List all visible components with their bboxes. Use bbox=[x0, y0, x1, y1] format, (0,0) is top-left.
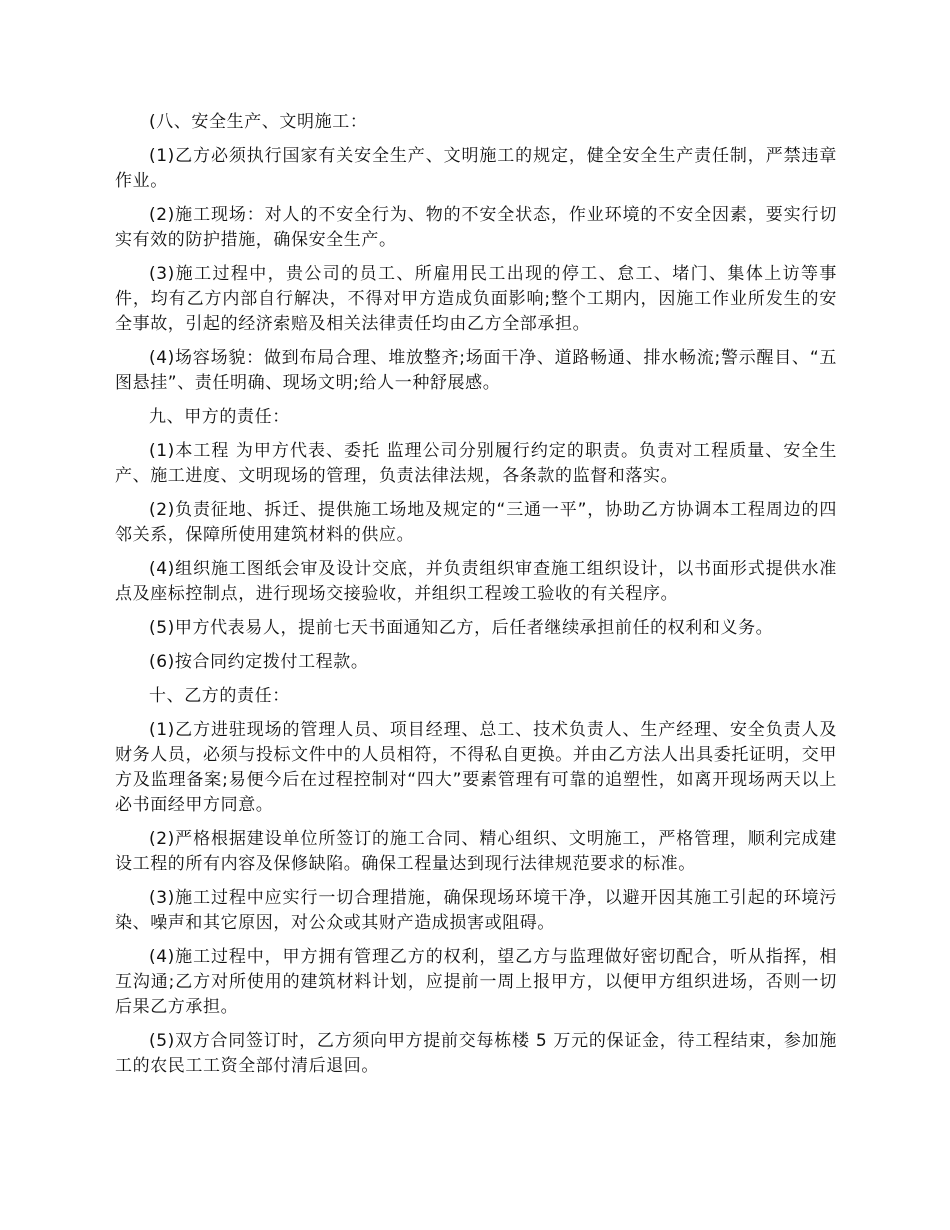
paragraph: (2)负责征地、拆迁、提供施工场地及规定的“三通一平”，协助乙方协调本工程周边的四邻关系，保障所使用建筑材料的供应。 bbox=[115, 500, 837, 545]
paragraph: (6)按合同约定拨付工程款。 bbox=[149, 652, 369, 672]
section-heading-8: (八、安全生产、文明施工： bbox=[149, 112, 368, 132]
paragraph: (3)施工过程中，贵公司的员工、所雇用民工出现的停工、怠工、堵门、集体上访等事件，均有乙方内部自行解决，不得对甲方造成负面影响;整个工期内，因施工作业所发生的安全事故，引起的经济索赔及相关法律责任均由乙方全部承担。 bbox=[115, 264, 837, 334]
document-body bbox=[115, 110, 837, 1088]
paragraph: (1)本工程 为甲方代表、委托 监理公司分别履行约定的职责。负责对工程质量、安全生产、施工进度、文明现场的管理，负责法律法规，各条款的监督和落实。 bbox=[115, 441, 837, 486]
paragraph: (1)乙方进驻现场的管理人员、项目经理、总工、技术负责人、生产经理、安全负责人及财务人员，必须与投标文件中的人员相符，不得私自更换。并由乙方法人出具委托证明，交甲方及监理备案;易便今后在过程控制对“四大”要素管理有可靠的追塑性，如离开现场两天以上必书面经甲方同意。 bbox=[115, 720, 837, 815]
paragraph: (1)乙方必须执行国家有关安全生产、文明施工的规定，健全安全生产责任制，严禁违章作业。 bbox=[115, 146, 837, 191]
paragraph: (2)施工现场：对人的不安全行为、物的不安全状态，作业环境的不安全因素，要实行切实有效的防护措施，确保安全生产。 bbox=[115, 205, 837, 250]
paragraph: (4)施工过程中，甲方拥有管理乙方的权利，望乙方与监理做好密切配合，听从指挥，相互沟通;乙方对所使用的建筑材料计划，应提前一周上报甲方，以便甲方组织进场，否则一切后果乙方承担。 bbox=[115, 947, 837, 1017]
paragraph: (4)组织施工图纸会审及设计交底，并负责组织审查施工组织设计，以书面形式提供水准点及座标控制点，进行现场交接验收，并组织工程竣工验收的有关程序。 bbox=[115, 559, 837, 604]
paragraph: (4)场容场貌：做到布局合理、堆放整齐;场面干净、道路畅通、排水畅流;警示醒目、“五图悬挂”、责任明确、现场文明;给人一种舒展感。 bbox=[115, 348, 837, 393]
paragraph: (2)严格根据建设单位所签订的施工合同、精心组织、文明施工，严格管理，顺利完成建设工程的所有内容及保修缺陷。确保工程量达到现行法律规范要求的标准。 bbox=[115, 829, 837, 874]
paragraph: (5)双方合同签订时，乙方须向甲方提前交每栋楼 5 万元的保证金，待工程结束，参加施工的农民工工资全部付清后退回。 bbox=[115, 1031, 837, 1076]
paragraph: (5)甲方代表易人，提前七天书面通知乙方，后任者继续承担前任的权利和义务。 bbox=[149, 618, 774, 638]
section-heading-9: 九、甲方的责任： bbox=[149, 407, 290, 427]
paragraph: (3)施工过程中应实行一切合理措施，确保现场环境干净，以避开因其施工引起的环境污染、噪声和其它原因，对公众或其财产造成损害或阻碍。 bbox=[115, 888, 837, 933]
section-heading-10: 十、乙方的责任： bbox=[149, 686, 290, 706]
